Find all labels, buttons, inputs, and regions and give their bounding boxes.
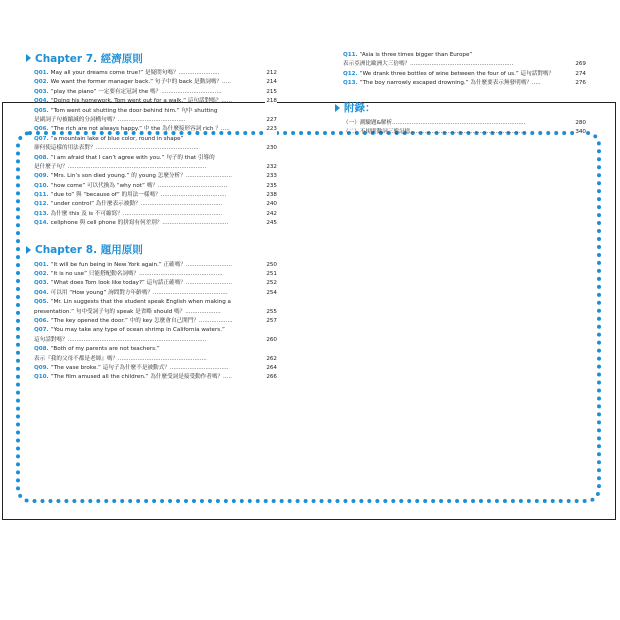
entry-text: （二）不規則動詞三態記憶................................................................. xyxy=(343,128,526,135)
page-number: 215 xyxy=(265,88,277,97)
page-number: 212 xyxy=(265,69,277,78)
toc-entry xyxy=(343,70,586,79)
question-number: Q07. xyxy=(34,327,49,334)
entry-text: “due to” 與 “because of” 的用法一樣嗎？..................................... xyxy=(50,192,227,199)
appendix-heading xyxy=(343,101,586,115)
question-number: Q13. xyxy=(343,80,358,87)
question-number: Q12. xyxy=(34,201,49,208)
page-number: 280 xyxy=(574,119,586,128)
toc-entry xyxy=(34,182,277,191)
entry-text: cellphone 與 cell phone 的拼寫有何差別？..................................... xyxy=(50,220,229,227)
page-number: 250 xyxy=(265,261,277,270)
toc-entry xyxy=(34,298,277,307)
entry-text: “The film amused all the children.” 為什麼受詞是接受動作者嗎？..... xyxy=(50,374,232,381)
page-number: 257 xyxy=(265,317,277,326)
chapter8-title: Chapter 8. 題用原則 xyxy=(35,244,143,257)
page-number: 230 xyxy=(265,144,277,153)
toc-entry xyxy=(343,119,586,128)
page-number: 254 xyxy=(265,289,277,298)
entry-text: 可以用 “How young” 詢問對方年齡嗎？.......................................... xyxy=(50,289,228,296)
question-number: Q03. xyxy=(34,88,49,95)
question-number: Q12. xyxy=(343,70,358,77)
appendix-list xyxy=(343,119,586,138)
toc-entry xyxy=(34,200,277,209)
page-number: 255 xyxy=(265,308,277,317)
entry-text: “a mountain lake of blue color, round in shape” xyxy=(50,135,184,142)
toc-entry xyxy=(34,135,277,144)
page-number: 214 xyxy=(265,78,277,87)
question-number: Q06. xyxy=(34,126,49,133)
page-number: 276 xyxy=(574,79,586,88)
toc-entry xyxy=(343,79,586,88)
page-number: 262 xyxy=(265,355,277,364)
entry-text: “Doing his homework, Tom went out for a walk.” 這句話對嗎？...... xyxy=(50,98,233,105)
question-number: Q01. xyxy=(34,70,49,76)
page-number: 218 xyxy=(265,97,277,106)
page-number: 264 xyxy=(265,364,277,373)
appendix-title: 附錄： xyxy=(344,102,376,115)
question-number: Q09. xyxy=(34,364,49,371)
toc-entry xyxy=(34,125,277,134)
question-number: Q01. xyxy=(34,261,49,268)
question-number: Q02. xyxy=(34,271,49,278)
entry-text: 是什麼子句？.............................................................................. xyxy=(34,163,207,170)
toc-entry xyxy=(34,154,277,163)
page-number: 340 xyxy=(574,128,586,137)
page-number: 232 xyxy=(265,163,277,172)
entry-text: “We drank three bottles of wine between the four of us.” 這句話對嗎？ xyxy=(359,70,555,77)
entry-text: “Mr. Lin suggests that the student speak English when making a xyxy=(50,299,231,306)
page-number: 245 xyxy=(265,219,277,228)
toc-entry xyxy=(34,326,277,335)
page-number: 269 xyxy=(574,60,586,69)
toc-entry xyxy=(34,364,277,373)
page-number: 266 xyxy=(265,373,277,382)
entry-text: “I am afraid that I can’t agree with you.” 句子的 that 引導的 xyxy=(50,154,215,161)
page-number: 240 xyxy=(265,200,277,209)
page-number: 235 xyxy=(265,182,277,191)
question-number: Q05. xyxy=(34,299,49,306)
toc-entry xyxy=(34,107,277,116)
entry-text: 是副詞子句被縮減的分詞構句嗎？...................................... xyxy=(34,116,186,123)
entry-text: “under control” 為什麼表示被動？.............................................. xyxy=(50,201,223,208)
chapter7-list xyxy=(34,69,277,229)
question-number: Q10. xyxy=(34,182,49,189)
page-number: 251 xyxy=(265,270,277,279)
entry-text: “The key opened the door.” 中的 key 怎麼會自己開門？................... xyxy=(50,317,233,324)
triangle-icon xyxy=(26,246,31,254)
toc-entry xyxy=(34,355,277,364)
entry-text: “Asia is three times bigger than Europe” xyxy=(359,52,473,58)
chapter7-heading xyxy=(34,51,277,65)
entry-text: “It is no use” 只能搭配動名詞嗎？............................................... xyxy=(50,271,223,278)
toc-entry xyxy=(34,219,277,228)
toc-entry xyxy=(34,279,277,288)
chapter8-continued-list xyxy=(343,51,586,89)
toc-entry xyxy=(34,373,277,382)
toc-entry xyxy=(34,163,277,172)
question-number: Q02. xyxy=(34,79,49,86)
entry-text: “What does Tom look like today?” 這句話正確嗎？.......................... xyxy=(50,280,232,287)
page-number: 227 xyxy=(265,116,277,125)
toc-entry xyxy=(34,270,277,279)
entry-text: “Both of my parents are not teachers.” xyxy=(50,346,160,353)
question-number: Q08. xyxy=(34,154,49,161)
entry-text: May all your dreams come true!” 是疑問句嗎？....................... xyxy=(50,70,220,76)
entry-text: 卻何使這樣的用法表對？.......................................................... xyxy=(34,145,199,152)
toc-entry xyxy=(343,128,586,137)
toc-entry xyxy=(34,261,277,270)
entry-text: “It will be fun being in New York again.” 正確嗎？.......................... xyxy=(50,261,233,268)
page-number: 260 xyxy=(265,336,277,345)
toc-entry xyxy=(34,116,277,125)
entry-text: “The boy narrowly escaped drowning.” 為什麼要表示無發明嗎？..... xyxy=(359,80,541,87)
toc-entry xyxy=(34,69,277,78)
entry-text: “The vase broke.” 這句子為什麼不是被動式？................................. xyxy=(50,364,229,371)
toc-entry xyxy=(343,51,586,60)
question-number: Q04. xyxy=(34,289,49,296)
question-number: Q05. xyxy=(34,107,49,114)
question-number: Q10. xyxy=(34,374,49,381)
chapter7-title: Chapter 7. 經濟原則 xyxy=(35,52,143,65)
question-number: Q07. xyxy=(34,135,49,142)
question-number: Q14. xyxy=(34,220,49,227)
toc-entry xyxy=(34,97,277,106)
toc-entry xyxy=(34,210,277,219)
toc-entry xyxy=(34,88,277,97)
entry-text: （一）測驗題&解析........................................................................... xyxy=(343,119,526,126)
page-number: 223 xyxy=(265,125,277,134)
entry-text: “Mrs. Lin’s son died young.” 的 young 怎麼分析？.......................... xyxy=(50,173,232,180)
toc-entry xyxy=(34,308,277,317)
page-number: 238 xyxy=(265,191,277,200)
entry-text: 表示『我的父母不都是老師』嗎？.................................................. xyxy=(34,355,207,362)
entry-text: “You may take any type of ocean shrimp in California waters.” xyxy=(50,327,225,334)
toc-entry xyxy=(34,172,277,181)
question-number: Q04. xyxy=(34,98,49,105)
entry-text: We want the former manager back.” 句子中的 back 是動詞嗎？..... xyxy=(50,79,231,86)
page-number: 233 xyxy=(265,172,277,181)
question-number: Q11. xyxy=(34,192,49,199)
question-number: Q09. xyxy=(34,173,49,180)
entry-text: 為什麼 this 及 is 不可縮寫？........................................................ xyxy=(50,210,223,217)
right-column xyxy=(343,51,586,137)
entry-text: “The rich are not always happy.” 中 the 為什麼接形容詞 rich ？..... xyxy=(50,126,230,133)
question-number: Q11. xyxy=(343,52,358,58)
page-number: 274 xyxy=(574,70,586,79)
toc-entry xyxy=(34,336,277,345)
question-number: Q08. xyxy=(34,346,49,353)
question-number: Q06. xyxy=(34,317,49,324)
left-column xyxy=(34,51,277,383)
toc-entry xyxy=(34,345,277,354)
toc-entry xyxy=(34,78,277,87)
toc-entry xyxy=(343,60,586,69)
entry-text: 這句話對嗎？.............................................................................. xyxy=(34,336,207,343)
toc-entry xyxy=(34,317,277,326)
toc-entry xyxy=(34,191,277,200)
triangle-icon xyxy=(335,104,340,112)
question-number: Q13. xyxy=(34,210,49,217)
entry-text: “play the piano” 一定要有定冠詞 the 嗎？.................................. xyxy=(50,88,222,95)
page-number: 242 xyxy=(265,210,277,219)
toc-entry xyxy=(34,144,277,153)
entry-text: 表示亞洲比歐洲大三倍嗎？.......................................................... xyxy=(343,61,514,68)
toc-entry xyxy=(34,289,277,298)
chapter8-list xyxy=(34,261,277,383)
entry-text: “how come” 可以代換為 “why not” 嗎？....................................... xyxy=(50,182,228,189)
question-number: Q03. xyxy=(34,280,49,287)
entry-text: “Tom went out shutting the door behind him.” 句中 shutting xyxy=(50,107,218,114)
triangle-icon xyxy=(26,54,31,62)
entry-text: presentation.” 句中受詞子句的 speak 是省略 should 嗎？.................... xyxy=(34,308,221,315)
chapter8-heading xyxy=(34,243,277,257)
page-number: 252 xyxy=(265,279,277,288)
